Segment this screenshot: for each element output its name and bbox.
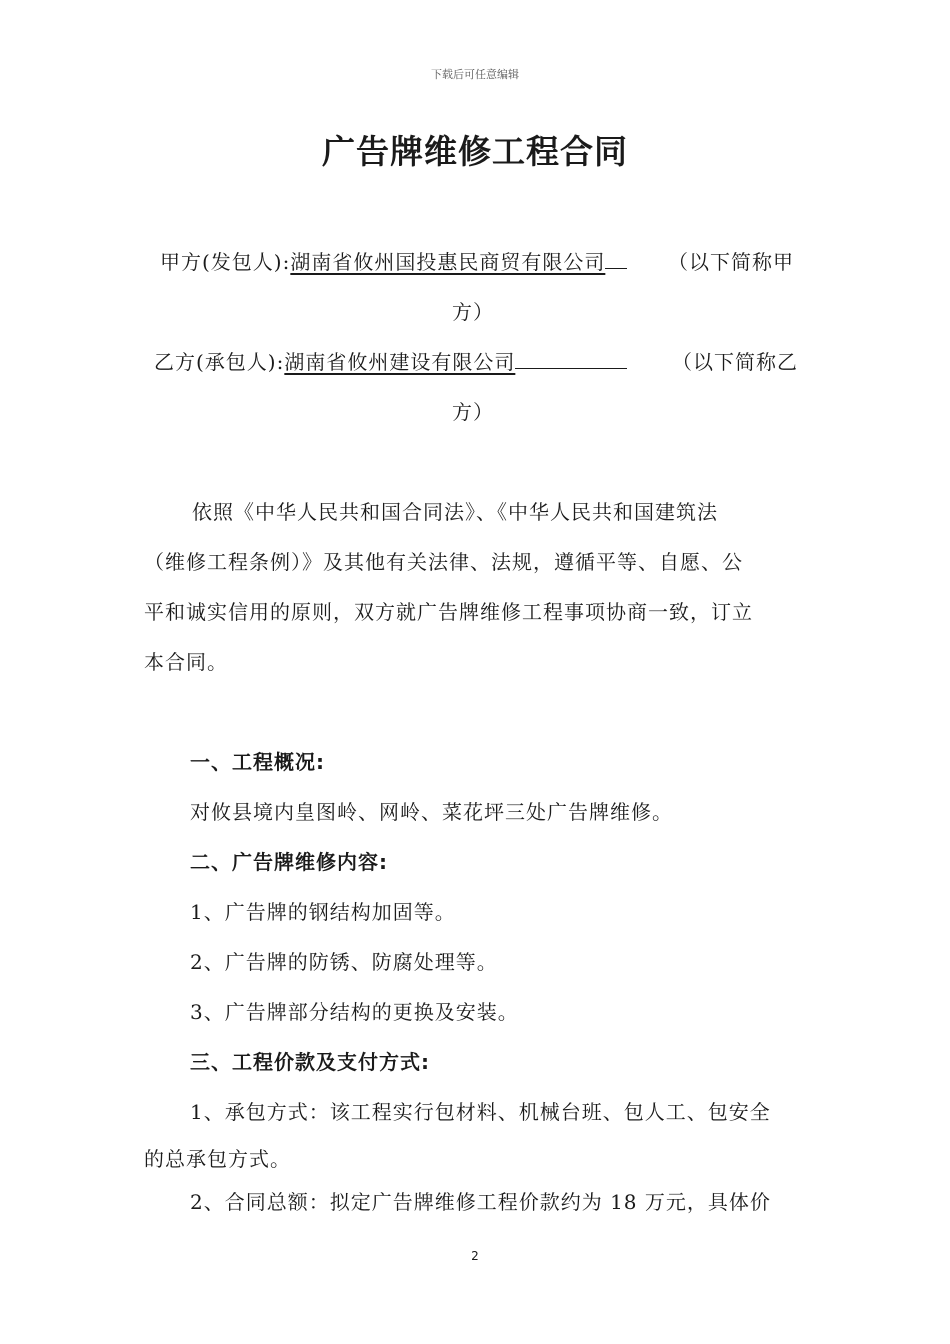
- section-1-text: 对攸县境内皇图岭、网岭、菜花坪三处广告牌维修。: [190, 800, 673, 824]
- intro-line-2: （维修工程条例）》及其他有关法律、法规，遵循平等、自愿、公: [144, 550, 743, 574]
- party-a-wrap: 方）: [452, 300, 494, 324]
- party-b-wrap: 方）: [452, 400, 494, 424]
- party-b-line: [154, 346, 627, 375]
- section-3-line-3: 2、合同总额：拟定广告牌维修工程价款约为 18 万元，具体价: [190, 1190, 771, 1214]
- party-a-blank: [605, 248, 627, 269]
- section-2-heading: 二、广告牌维修内容:: [190, 850, 388, 874]
- party-b-suffix: （以下简称乙: [672, 350, 798, 374]
- party-a-label: 甲方(发包人):: [160, 250, 291, 274]
- section-3-line-1: 1、承包方式：该工程实行包材料、机械台班、包人工、包安全: [190, 1100, 771, 1124]
- document-title: 广告牌维修工程合同: [322, 132, 628, 171]
- intro-line-4: 本合同。: [144, 650, 228, 674]
- party-b-label: 乙方(承包人):: [154, 350, 285, 374]
- party-b-blank: [515, 348, 627, 369]
- intro-line-3: 平和诚实信用的原则，双方就广告牌维修工程事项协商一致，订立: [144, 600, 753, 624]
- header-note: 下载后可任意编辑: [431, 68, 519, 81]
- section-3-line-2: 的总承包方式。: [144, 1147, 291, 1171]
- page-number: 2: [471, 1249, 479, 1263]
- section-2-item-2: 2、广告牌的防锈、防腐处理等。: [190, 950, 498, 974]
- party-b-name: 湖南省攸州建设有限公司: [284, 350, 516, 374]
- section-3-heading: 三、工程价款及支付方式:: [190, 1050, 430, 1074]
- intro-line-1: 依照《中华人民共和国合同法》、《中华人民共和国建筑法: [192, 500, 718, 524]
- section-1-heading: 一、工程概况:: [190, 750, 325, 774]
- party-a-suffix: （以下简称甲: [668, 250, 794, 274]
- party-a-line: [160, 246, 627, 275]
- section-2-item-1: 1、广告牌的钢结构加固等。: [190, 900, 456, 924]
- party-a-name: 湖南省攸州国投惠民商贸有限公司: [290, 250, 606, 274]
- section-2-item-3: 3、广告牌部分结构的更换及安装。: [190, 1000, 519, 1024]
